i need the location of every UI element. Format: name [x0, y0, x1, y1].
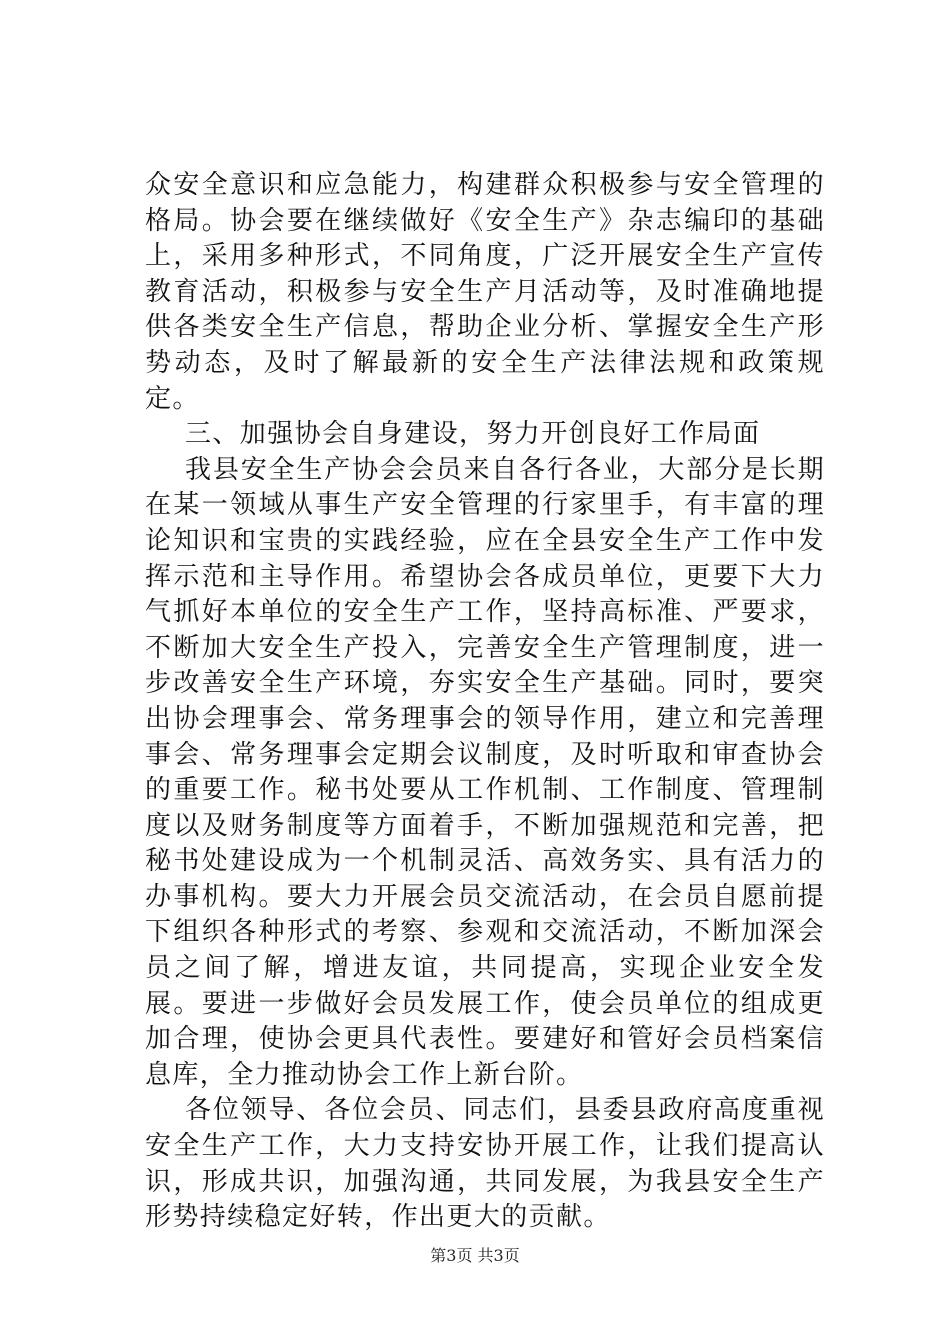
page-number-footer: 第3页 共3页	[430, 1246, 520, 1265]
paragraph-member-development: 我县安全生产协会会员来自各行各业，大部分是长期在某一领域从事生产安全管理的行家里手，有丰富的理论知识和宝贵的实践经验，应在全县安全生产工作中发挥示范和主导作用。希望协会各成员单位，更要下大力气抓好本单位的安全生产工作，坚持高标准、严要求，不断加大安全生产投入，完善安全生产管理制度，进一步改善安全生产环境，夯实安全生产基础。同时，要突出协会理事会、常务理事会的领导作用，建立和完善理事会、常务理事会定期会议制度，及时听取和审查协会的重要工作。秘书处要从工作机制、工作制度、管理制度以及财务制度等方面着手，不断加强规范和完善，把秘书处建设成为一个机制灵活、高效务实、具有活力的办事机构。要大力开展会员交流活动，在会员自愿前提下组织各种形式的考察、参观和交流活动，不断加深会员之间了解，增进友谊，共同提高，实现企业安全发展。要进一步做好会员发展工作，使会员单位的组成更加合理，使协会更具代表性。要建好和管好会员档案信息库，全力推动协会工作上新台阶。	[145, 454, 825, 1090]
document-body	[145, 168, 825, 1236]
paragraph-continuation: 众安全意识和应急能力，构建群众积极参与安全管理的格局。协会要在继续做好《安全生产》杂志编印的基础上，采用多种形式，不同角度，广泛开展安全生产宣传教育活动，积极参与安全生产月活动等，及时准确地提供各类安全生产信息，帮助企业分析、掌握安全生产形势动态，及时了解最新的安全生产法律法规和政策规定。	[145, 170, 825, 414]
paragraph-closing: 各位领导、各位会员、同志们，县委县政府高度重视安全生产工作，大力支持安协开展工作，让我们提高认识，形成共识，加强沟通，共同发展，为我县安全生产形势持续稳定好转，作出更大的贡献。	[145, 1095, 825, 1233]
section-heading: 三、加强协会自身建设，努力开创良好工作局面	[185, 419, 761, 450]
